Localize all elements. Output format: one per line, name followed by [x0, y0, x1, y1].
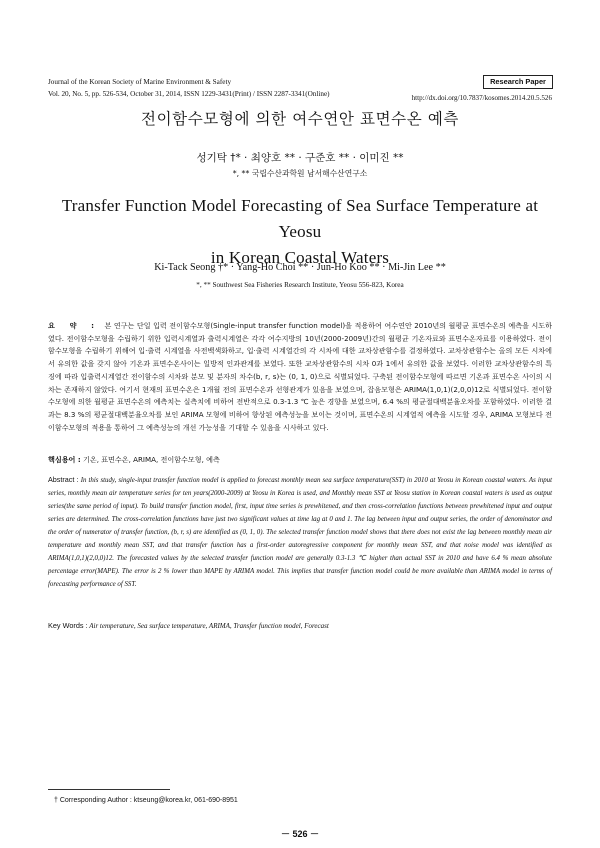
english-abstract-text: In this study, single-input transfer function model is applied to forecast monthly mean sea surface temperature(SST) in 2010 at Yeosu in Korean coastal waters. As input series, monthly mean air temperature series for ten years(2000-2009) at Yeosu in Korea is used, and Monthly mean SST at Yeosu station in Korean coastal waters is used as output series(the same period of input). To build transfer function model, first, input time series is prewhitened, and then cross-correlation functions between prewhitened input and output series are determined. The cross-correlation functions have just two significant values at time lag at 0 and 1. The lag between input and output series, the order of denominator and the order of numerator of transfer function, (b, r, s) are identified as (0, 1, 0). The selected transfer function model shows that there does not exist the lag between monthly mean air temperature and monthly mean SST, and that transfer function has a first-order autoregressive component for monthly mean SST, and that noise model was identified as ARIMA(1,0,1)(2,0,0)12. The forecasted values by the selected transfer function model are generally 0.3-1.3 ℃ higher than actual SST in 2010 and have 6.4 % mean absolute percentage error(MAPE). The error is 2 % lower than MAPE by ARIMA model. This implies that transfer function model could be more available than ARIMA model in terms of forecasting performance of SST.	[48, 477, 552, 588]
korean-keywords-text: 기온, 표면수온, ARIMA, 전이함수모형, 예측	[82, 455, 220, 464]
korean-keywords	[48, 455, 220, 465]
korean-title: 전이함수모형에 의한 여수연안 표면수온 예측	[141, 110, 459, 128]
korean-abstract-text: 본 연구는 단일 입력 전이함수모형(Single-input transfer function model)을 적용하여 여수연안 2010년의 월평균 표면수온의 예측을 시도하였다. 전이함수모형을 수립하기 위한 입력시계열과 출력시계열은 각각 여수지방의 10년(2000-2009년)간의 월평균 기온자료와 표면수온자료를 이용하였다. 전이함수모형을 수립하기 위해여 입·출력 시계열을 사전백색화하고, 입·출력 시계열간의 각 시차에 대한 교차상관함수를 결정하였다. 교차상관함수는 올의 모든 시차에서 유의한 값을 갖지 않아 기온과 표면수온사이는 일방적 인과관계를 보였다. 또한 교차상관함수의 시차 0과 1에서 유의한 값을 보였다. 이러한 교차상관함수의 특징에 따라 입출력시계열간 전이함수의 시차와 분모 및 분자의 차수(b, r, s)는 (0, 1, 0)으로 식별되었다. 구축된 전이함수모형에 따르면 기온과 표면수온 사이의 시차는 존재하지 않았다. 여기서 현재의 표면수온은 1개월 전의 표면수온과 선형관계가 있음을 보였으며, 잡음모형은 ARIMA(1,0,1)(2,0,0)12로 식별되었다. 전이함수모형에 의한 월평균 표면수온의 예측치는 실측치에 비하여 전반적으로 0.3-1.3 ℃ 높은 경향을 보였으며, 6.4 %의 평균절대백분율오차를 포함하였다. 이러한 결과는 8.3 %의 평균절대백분율오차를 보인 ARIMA 모형에 비하여 향상된 예측성능을 보이는 것이며, 표면수온의 시계열적 예측을 시도할 경우, ARIMA 모형보다 전이함수모형의 적용을 통하여 그 예측성능의 개선 가능성을 기대할 수 있음을 시사하고 있다.	[48, 321, 552, 432]
english-abstract-label: Abstract :	[48, 475, 79, 484]
journal-citation: Vol. 20, No. 5, pp. 526-534, October 31, 2014, ISSN 1229-3431(Print) / ISSN 2287-3341(Online)	[48, 90, 330, 98]
english-affiliation: *, ** Southwest Sea Fisheries Research Institute, Yeosu 556-823, Korea	[196, 281, 404, 289]
corresponding-author-footnote: † Corresponding Author : ktseung@korea.kr, 061-690-8951	[54, 797, 238, 804]
english-authors: Ki-Tack Seong †* · Yang-Ho Choi ** · Jun-Ho Koo ** · Mi-Jin Lee **	[154, 262, 446, 273]
korean-abstract	[48, 320, 552, 434]
journal-name: Journal of the Korean Society of Marine Environment & Safety	[48, 78, 232, 86]
english-keywords-label: Key Words :	[48, 621, 88, 630]
korean-authors: 성기탁 †* · 최양호 ** · 구준호 ** · 이미진 **	[196, 152, 404, 164]
footnote-divider	[48, 789, 170, 790]
english-keywords-text: Air temperature, Sea surface temperature, ARIMA, Transfer function model, Forecast	[89, 622, 329, 630]
english-title-line-2: in Korean Coastal Waters	[210, 248, 390, 267]
research-paper-badge: Research Paper	[483, 75, 553, 89]
doi-link[interactable]: http://dx.doi.org/10.7837/kosomes.2014.20.5.526	[411, 94, 552, 102]
page-number: － 526 －	[280, 829, 320, 839]
korean-keywords-label: 핵심용어 :	[48, 455, 81, 464]
english-abstract	[48, 473, 552, 591]
journal-header	[48, 76, 330, 100]
english-title	[40, 193, 560, 271]
english-keywords	[48, 621, 329, 630]
korean-affiliation: *, ** 국립수산과학원 남서해수산연구소	[232, 169, 368, 178]
english-title-line-1: Transfer Function Model Forecasting of Sea Surface Temperature at Yeosu	[61, 196, 539, 241]
korean-abstract-label: 요 약 :	[48, 321, 100, 330]
